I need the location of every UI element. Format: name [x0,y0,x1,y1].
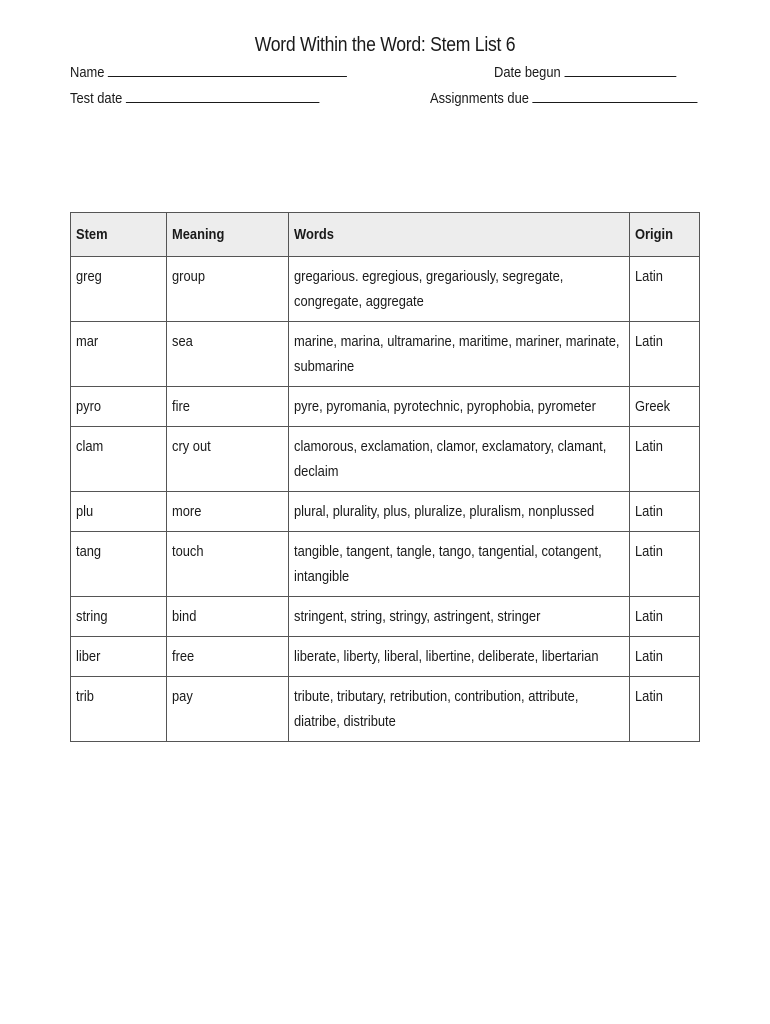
cell-origin: Latin [630,322,700,387]
table-header-row [71,213,700,257]
cell-origin: Greek [630,387,700,427]
cell-words: liberate, liberty, liberal, libertine, deliberate, libertarian [288,637,629,677]
table-row [71,427,700,492]
cell-words: gregarious. egregious, gregariously, segregate, congregate, aggregate [288,257,629,322]
test-date-field[interactable] [70,89,319,107]
cell-origin: Latin [630,492,700,532]
test-date-label: Test date [70,90,123,107]
page-title: Word Within the Word: Stem List 6 [254,34,516,56]
cell-meaning: sea [166,322,288,387]
cell-words: stringent, string, stringy, astringent, stringer [288,597,629,637]
cell-origin: Latin [630,532,700,597]
cell-origin: Latin [630,677,700,742]
cell-words: plural, plurality, plus, pluralize, pluralism, nonplussed [288,492,629,532]
assignments-due-label: Assignments due [430,90,529,107]
name-label: Name [70,64,105,81]
cell-words: clamorous, exclamation, clamor, exclamatory, clamant, declaim [288,427,629,492]
cell-stem: pyro [71,387,167,427]
cell-stem: mar [71,322,167,387]
cell-meaning: fire [166,387,288,427]
cell-words: pyre, pyromania, pyrotechnic, pyrophobia, pyrometer [288,387,629,427]
cell-meaning: touch [166,532,288,597]
cell-origin: Latin [630,597,700,637]
cell-meaning: more [166,492,288,532]
header-words: Words [288,213,629,257]
table-row [71,532,700,597]
header-origin: Origin [630,213,700,257]
cell-stem: clam [71,427,167,492]
assignments-due-blank-line[interactable] [532,89,697,103]
table-row [71,597,700,637]
table-row [71,637,700,677]
header-stem: Stem [71,213,167,257]
cell-meaning: cry out [166,427,288,492]
date-begun-blank-line[interactable] [564,63,676,77]
cell-stem: liber [71,637,167,677]
table-row [71,257,700,322]
date-begun-field[interactable] [494,63,676,81]
cell-words: marine, marina, ultramarine, maritime, mariner, marinate, submarine [288,322,629,387]
table-row [71,677,700,742]
stem-table [70,212,700,742]
cell-stem: plu [71,492,167,532]
cell-stem: greg [71,257,167,322]
cell-stem: string [71,597,167,637]
cell-origin: Latin [630,637,700,677]
assignments-due-field[interactable] [430,89,698,107]
cell-meaning: bind [166,597,288,637]
cell-words: tangible, tangent, tangle, tango, tangential, cotangent, intangible [288,532,629,597]
table-row [71,492,700,532]
cell-stem: tang [71,532,167,597]
header-meaning: Meaning [166,213,288,257]
name-blank-line[interactable] [108,63,347,77]
cell-words: tribute, tributary, retribution, contribution, attribute, diatribe, distribute [288,677,629,742]
test-date-blank-line[interactable] [126,89,320,103]
table-row [71,387,700,427]
table-row [71,322,700,387]
date-begun-label: Date begun [494,64,561,81]
cell-meaning: free [166,637,288,677]
cell-stem: trib [71,677,167,742]
cell-meaning: pay [166,677,288,742]
name-field[interactable] [70,63,347,81]
cell-origin: Latin [630,427,700,492]
cell-origin: Latin [630,257,700,322]
cell-meaning: group [166,257,288,322]
